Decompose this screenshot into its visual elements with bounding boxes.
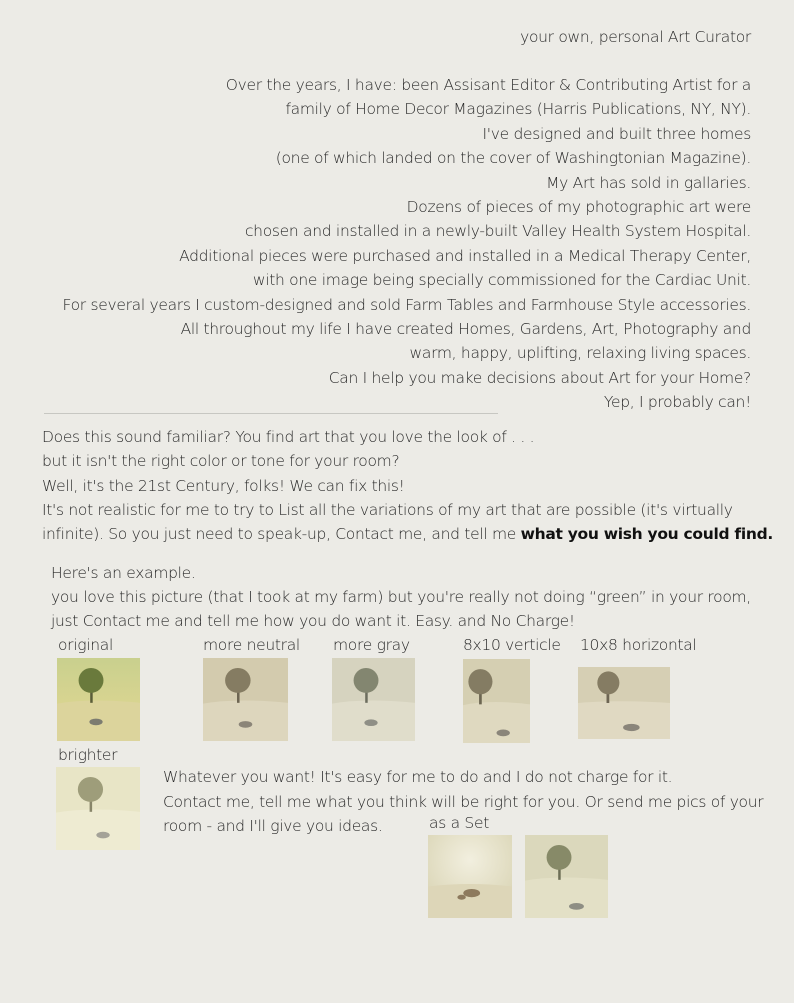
label-as-a-set: as a Set xyxy=(429,814,489,832)
bio-line: Dozens of pieces of my photographic art were xyxy=(406,198,751,217)
bio-line: Can I help you make decisions about Art for your Home? xyxy=(328,368,751,387)
label-8x10-verticle: 8x10 verticle xyxy=(463,636,561,654)
bio-line: (one of which landed on the cover of Washingtonian Magazine). xyxy=(275,149,751,168)
closing-line: Contact me, tell me what you think will be right for you. Or send me pics of your xyxy=(163,792,764,811)
bio-line: I've designed and built three homes xyxy=(482,124,751,143)
bio-line: family of Home Decor Magazines (Harris Publications, NY, NY). xyxy=(285,100,751,119)
bio-paragraph xyxy=(63,73,751,415)
curator-tagline xyxy=(520,28,751,46)
example-line: you love this picture (that I took at my farm) but you're really not doing “green” in your room, xyxy=(51,588,751,606)
familiar-emphasis: what you wish you could find. xyxy=(520,525,773,544)
label-10x8-horizontal: 10x8 horizontal xyxy=(580,636,697,654)
familiar-line: Well, it's the 21st Century, folks! We can fix this! xyxy=(42,476,405,495)
divider xyxy=(44,413,498,414)
image-set-right xyxy=(525,835,608,918)
image-set-left xyxy=(428,835,512,918)
bio-line: For several years I custom-designed and sold Farm Tables and Farmhouse Style accessories. xyxy=(62,295,751,314)
image-10x8-horizontal xyxy=(578,667,670,739)
closing-line: Whatever you want! It's easy for me to do and I do not charge for it. xyxy=(163,768,673,786)
bio-line: Yep, I probably can! xyxy=(603,393,751,412)
image-original xyxy=(57,658,140,741)
label-brighter: brighter xyxy=(58,746,118,764)
familiar-line: but it isn't the right color or tone for your room? xyxy=(42,452,400,471)
curator-line: your own, personal Art Curator xyxy=(520,28,751,46)
image-more-neutral xyxy=(203,658,288,741)
example-paragraph xyxy=(51,561,751,633)
closing-line: room - and I'll give you ideas. xyxy=(163,817,383,835)
bio-line: chosen and installed in a newly-built Valley Health System Hospital. xyxy=(244,222,751,241)
familiar-line: Does this sound familiar? You find art that you love the look of . . . xyxy=(42,428,535,446)
bio-line: My Art has sold in gallaries. xyxy=(546,173,751,192)
label-more-gray: more gray xyxy=(333,636,410,654)
image-more-gray xyxy=(332,658,415,741)
bio-line: Additional pieces were purchased and installed in a Medical Therapy Center, xyxy=(179,246,751,265)
familiar-line: It's not realistic for me to try to List all the variations of my art that are possible (it's virtually xyxy=(42,500,733,519)
familiar-text: infinite). So you just need to speak-up, Contact me, and tell me xyxy=(42,525,521,544)
bio-line: Over the years, I have: been Assisant Editor & Contributing Artist for a xyxy=(225,76,751,94)
label-more-neutral: more neutral xyxy=(203,636,300,654)
closing-paragraph xyxy=(163,765,763,839)
example-line: just Contact me and tell me how you do want it. Easy. and No Charge! xyxy=(51,612,575,630)
label-original: original xyxy=(58,636,113,654)
familiar-line xyxy=(42,522,773,546)
example-line: Here's an example. xyxy=(51,564,196,582)
image-8x10-verticle xyxy=(463,659,530,743)
bio-line: with one image being specially commissioned for the Cardiac Unit. xyxy=(252,271,751,290)
bio-line: All throughout my life I have created Homes, Gardens, Art, Photography and xyxy=(180,320,751,339)
image-brighter xyxy=(56,767,140,850)
familiar-paragraph xyxy=(42,425,773,546)
bio-line: warm, happy, uplifting, relaxing living spaces. xyxy=(409,344,751,363)
